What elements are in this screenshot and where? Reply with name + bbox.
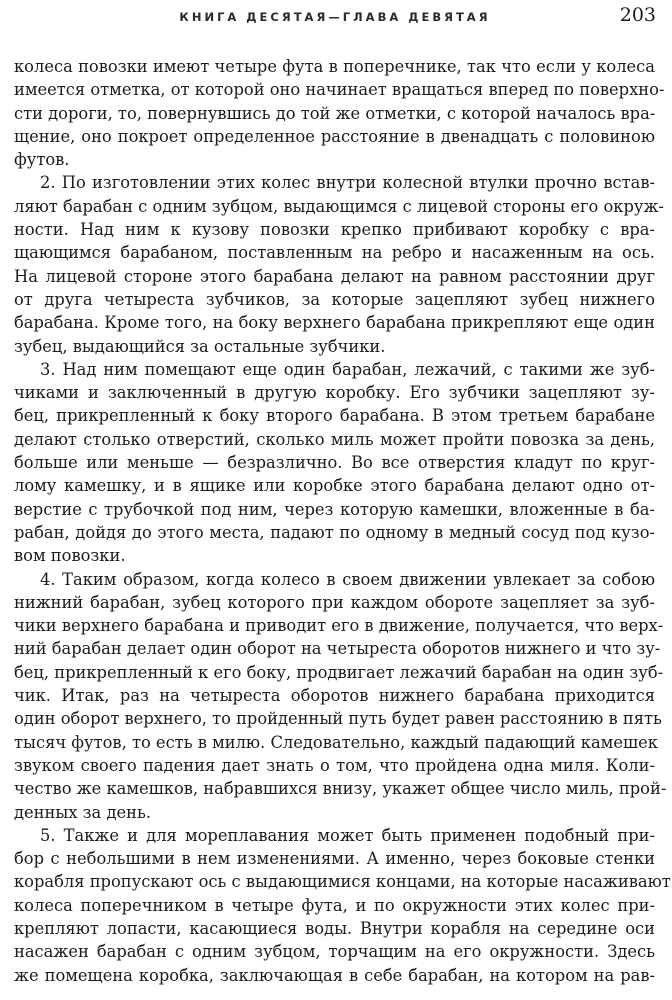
text-line: денных за день. bbox=[14, 802, 151, 822]
text-line: щение, оно покроет определенное расстояние в двенадцать с половиною bbox=[14, 126, 655, 146]
text-line: один оборот верхнего, то пройденный путь будет равен расстоянию в пять bbox=[14, 709, 662, 729]
text-line: лому камешку, и в ящике или коробке этого барабана делают одно от- bbox=[14, 476, 655, 496]
text-line: же помещена коробка, заключающая в себе барабан, на котором на рав- bbox=[14, 965, 655, 985]
text-line: насажен барабан с одним зубцом, торчащим на его окружности. Здесь bbox=[14, 942, 655, 962]
text-line: 2. По изготовлении этих колес внутри колесной втулки прочно встав- bbox=[40, 173, 655, 193]
text-line: чики верхнего барабана и приводит его в движение, получается, что верх- bbox=[14, 616, 664, 636]
text-line: колеса поперечником в четыре фута, и по окружности этих колес при- bbox=[14, 895, 655, 915]
text-line: 4. Таким образом, когда колесо в своем движении увлекает за собою bbox=[40, 569, 655, 589]
text-line: ляют барабан с одним зубцом, выдающимся с лицевой стороны его окруж- bbox=[14, 196, 664, 216]
text-line: сти дороги, то, повернувшись до той же отметки, с которой началось вра- bbox=[14, 103, 656, 123]
text-line: бец, прикрепленный к его боку, продвигает лежачий барабан на один зуб- bbox=[14, 662, 664, 682]
text-line: ний барабан делает один оборот на четыреста оборотов нижнего и что зу- bbox=[14, 639, 661, 659]
text-line: звуком своего падения дает знать о том, что пройдена одна миля. Коли- bbox=[14, 755, 655, 775]
text-line: 5. Также и для мореплавания может быть применен подобный при- bbox=[40, 825, 655, 845]
body-text bbox=[14, 55, 671, 987]
text-line: На лицевой стороне этого барабана делают на равном расстоянии друг bbox=[14, 266, 655, 286]
text-line: больше или меньше — безразлично. Во все отверстия кладут по круг- bbox=[14, 453, 655, 473]
text-line: нижний барабан, зубец которого при каждом обороте зацепляет за зуб- bbox=[14, 592, 655, 612]
text-line: крепляют лопасти, касающиеся воды. Внутри корабля на середине оси bbox=[14, 918, 655, 938]
text-line: имеется отметка, от которой оно начинает вращаться вперед по поверхно- bbox=[14, 80, 665, 100]
text-line: зубец, выдающийся за остальные зубчики. bbox=[14, 336, 386, 356]
text-line: от друга четыреста зубчиков, за которые зацепляют зубец нижнего bbox=[14, 289, 655, 309]
page-header bbox=[14, 4, 656, 26]
text-line: бец, прикрепленный к боку второго барабана. В этом третьем барабане bbox=[14, 406, 655, 426]
text-line: ности. Над ним к кузову повозки крепко прибивают коробку с вра- bbox=[14, 220, 655, 240]
text-line: корабля пропускают ось с выдающимися концами, на которые насаживают bbox=[14, 872, 671, 892]
text-line: чик. Итак, раз на четыреста оборотов нижнего барабана приходится bbox=[14, 686, 655, 706]
text-line: бор с небольшими в нем изменениями. А именно, через боковые стенки bbox=[14, 849, 655, 869]
text-line: рабан, дойдя до этого места, падают по одному в медный сосуд под кузо- bbox=[14, 522, 655, 542]
text-line: тысяч футов, то есть в милю. Следовательно, каждый падающий камешек bbox=[14, 732, 658, 752]
text-line: 3. Над ним помещают еще один барабан, лежачий, с такими же зуб- bbox=[40, 359, 655, 379]
page-number: 203 bbox=[619, 4, 656, 26]
text-line: футов. bbox=[14, 150, 70, 170]
text-line: чество же камешков, набравшихся внизу, укажет общее число миль, прой- bbox=[14, 779, 667, 799]
text-line: колеса повозки имеют четыре фута в поперечнике, так что если у колеса bbox=[14, 57, 655, 76]
text-line: щающимся барабаном, поставленным на ребро и насаженным на ось. bbox=[14, 243, 655, 263]
text-line: делают столько отверстий, сколько миль может пройти повозка за день, bbox=[14, 429, 655, 449]
text-line: чиками и заключенный в другую коробку. Его зубчики зацепляют зу- bbox=[14, 383, 655, 403]
running-title: КНИГА ДЕСЯТАЯ—ГЛАВА ДЕВЯТАЯ bbox=[179, 10, 491, 24]
text-line: барабана. Кроме того, на боку верхнего барабана прикрепляют еще один bbox=[14, 313, 655, 333]
text-line: вом повозки. bbox=[14, 546, 126, 566]
text-line: верстие с трубочкой под ним, через которую камешки, вложенные в ба- bbox=[14, 499, 655, 519]
